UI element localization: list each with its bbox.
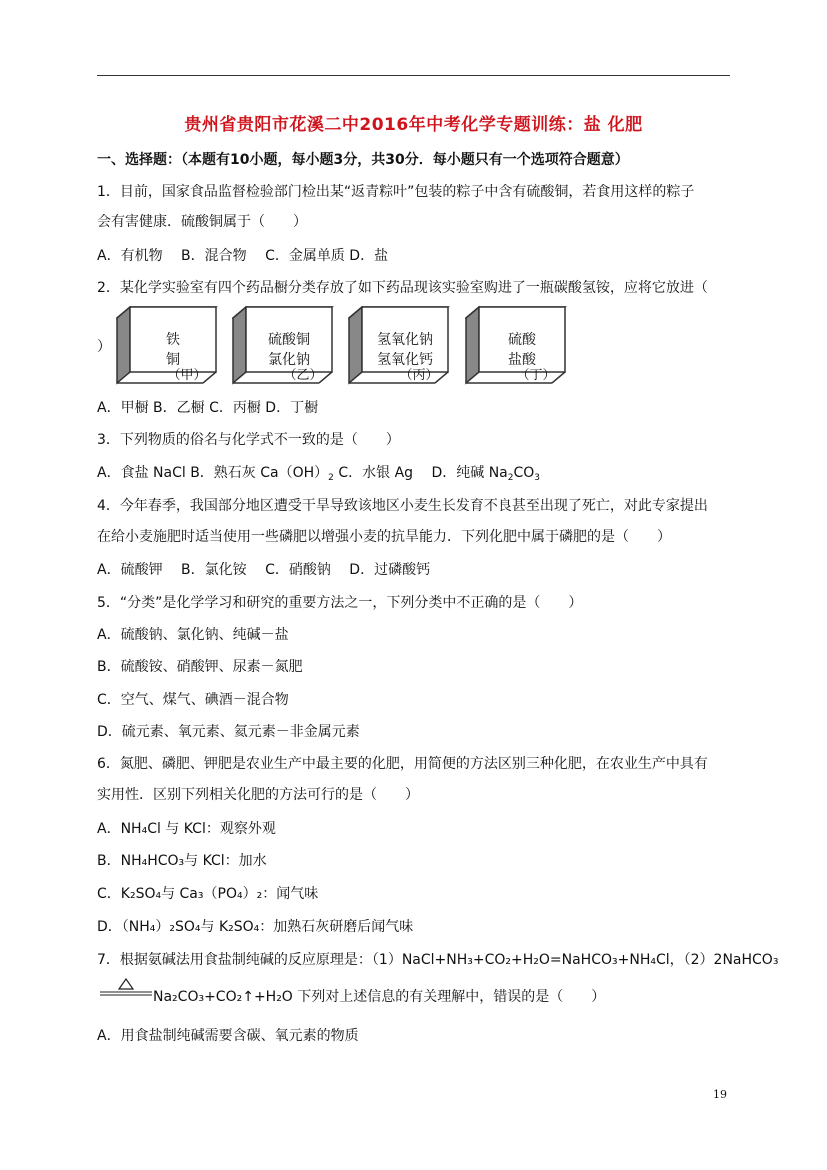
cabinet-bing-label: （丙） [399,368,439,383]
question-3-line-1: 3．下列物质的俗名与化学式不一致的是（ ） [97,432,400,448]
question-5-option-a: A．硫酸钠、氯化钠、纯碱－盐 [97,627,289,643]
question-4-options: A．硫酸钾 B．氯化铵 C．硝酸钠 D．过磷酸钙 [97,562,431,578]
question-4-line-1: 4．今年春季，我国部分地区遭受干旱导致该地区小麦生长发育不良甚至出现了死亡，对此专家提出 [97,498,708,514]
question-4-line-2: 在给小麦施肥时适当使用一些磷肥以增强小麦的抗旱能力．下列化肥中属于磷肥的是（ ） [97,529,671,545]
question-5-option-c: C．空气、煤气、碘酒－混合物 [97,692,289,708]
cabinet-yi-label: （乙） [283,368,323,383]
question-6-option-d: D．（NH₄）₂SO₄与 K₂SO₄：加熟石灰研磨后闻气味 [97,919,414,935]
question-7-line-2: Na₂CO₃+CO₂↑+H₂O 下列对上述信息的有关理解中，错误的是（ ） [153,989,606,1005]
question-3-options [97,464,737,484]
cabinet-yi [232,306,332,384]
question-5-line-1: 5．“分类”是化学学习和研究的重要方法之一，下列分类中不正确的是（ ） [97,595,583,611]
cabinet-ding-line1: 硫酸 [508,332,536,348]
cabinet-ding-label: （丁） [516,368,556,383]
question-7-option-a: A．用食盐制纯碱需要含碳、氧元素的物质 [97,1028,359,1044]
page-title: 贵州省贵阳市花溪二中2016年中考化学专题训练：盐 化肥 [184,115,643,135]
cabinet-bing-line1: 氢氧化钠 [377,332,433,348]
heating-condition-icon [99,978,153,996]
cabinet-yi-line2: 氯化钠 [268,352,310,368]
q3-opt-a: A．食盐 NaCl B．熟石灰 Ca（OH） [97,465,329,481]
q3-opt-d-tail: CO [513,465,535,481]
q3-opt-d-sub1: 2 [507,473,514,483]
cabinet-bing [348,306,448,384]
header-rule [97,75,730,76]
question-6-option-a: A．NH₄Cl 与 KCl：观察外观 [97,821,276,837]
q3-opt-a-sub: 2 [328,473,334,483]
q3-opt-c: C．水银 Ag D．纯碱 Na [333,465,508,481]
question-1-line-1: 1．目前，国家食品监督检验部门检出某“返青粽叶”包装的粽子中含有硫酸铜，若食用这样的粽子 [97,184,695,200]
cabinet-jia-label: （甲） [167,368,207,383]
question-1-options: A．有机物 B．混合物 C．金属单质 D．盐 [97,248,389,264]
cabinet-ding-line2: 盐酸 [508,352,536,368]
question-1-line-2: 会有害健康．硫酸铜属于（ ） [97,214,307,230]
question-7-line-1: 7．根据氨碱法用食盐制纯碱的反应原理是：（1）NaCl+NH₃+CO₂+H₂O=NaHCO₃+NH₄Cl，（2）2NaHCO₃ [97,952,779,968]
question-6-line-2: 实用性．区别下列相关化肥的方法可行的是（ ） [97,787,419,803]
page-number: 19 [713,1088,727,1101]
cabinet-jia [116,306,216,384]
cabinet-jia-line1: 铁 [166,332,180,348]
question-5-option-d: D．硫元素、氧元素、氦元素－非金属元素 [97,724,360,740]
question-5-option-b: B．硫酸铵、硝酸钾、尿素－氮肥 [97,659,303,675]
section-heading: 一、选择题：（本题有10小题，每小题3分，共30分．每小题只有一个选项符合题意） [97,152,629,168]
question-6-option-c: C．K₂SO₄与 Ca₃（PO₄）₂：闻气味 [97,886,319,902]
question-6-option-b: B．NH₄HCO₃与 KCl：加水 [97,853,267,869]
question-2-line-2: ） [97,339,111,355]
cabinet-bing-line2: 氢氧化钙 [377,352,433,368]
cabinet-ding [465,306,565,384]
q3-opt-d-sub2: 3 [534,473,541,483]
question-6-line-1: 6．氮肥、磷肥、钾肥是农业生产中最主要的化肥，用简便的方法区别三种化肥，在农业生产中具有 [97,756,708,772]
question-2-line-1: 2．某化学实验室有四个药品橱分类存放了如下药品现该实验室购进了一瓶碳酸氢铵，应将它放进（ [97,280,708,296]
question-2-options: A．甲橱 B．乙橱 C．丙橱 D．丁橱 [97,400,319,416]
cabinet-jia-line2: 铜 [166,352,180,368]
cabinet-yi-line1: 硫酸铜 [268,332,310,348]
